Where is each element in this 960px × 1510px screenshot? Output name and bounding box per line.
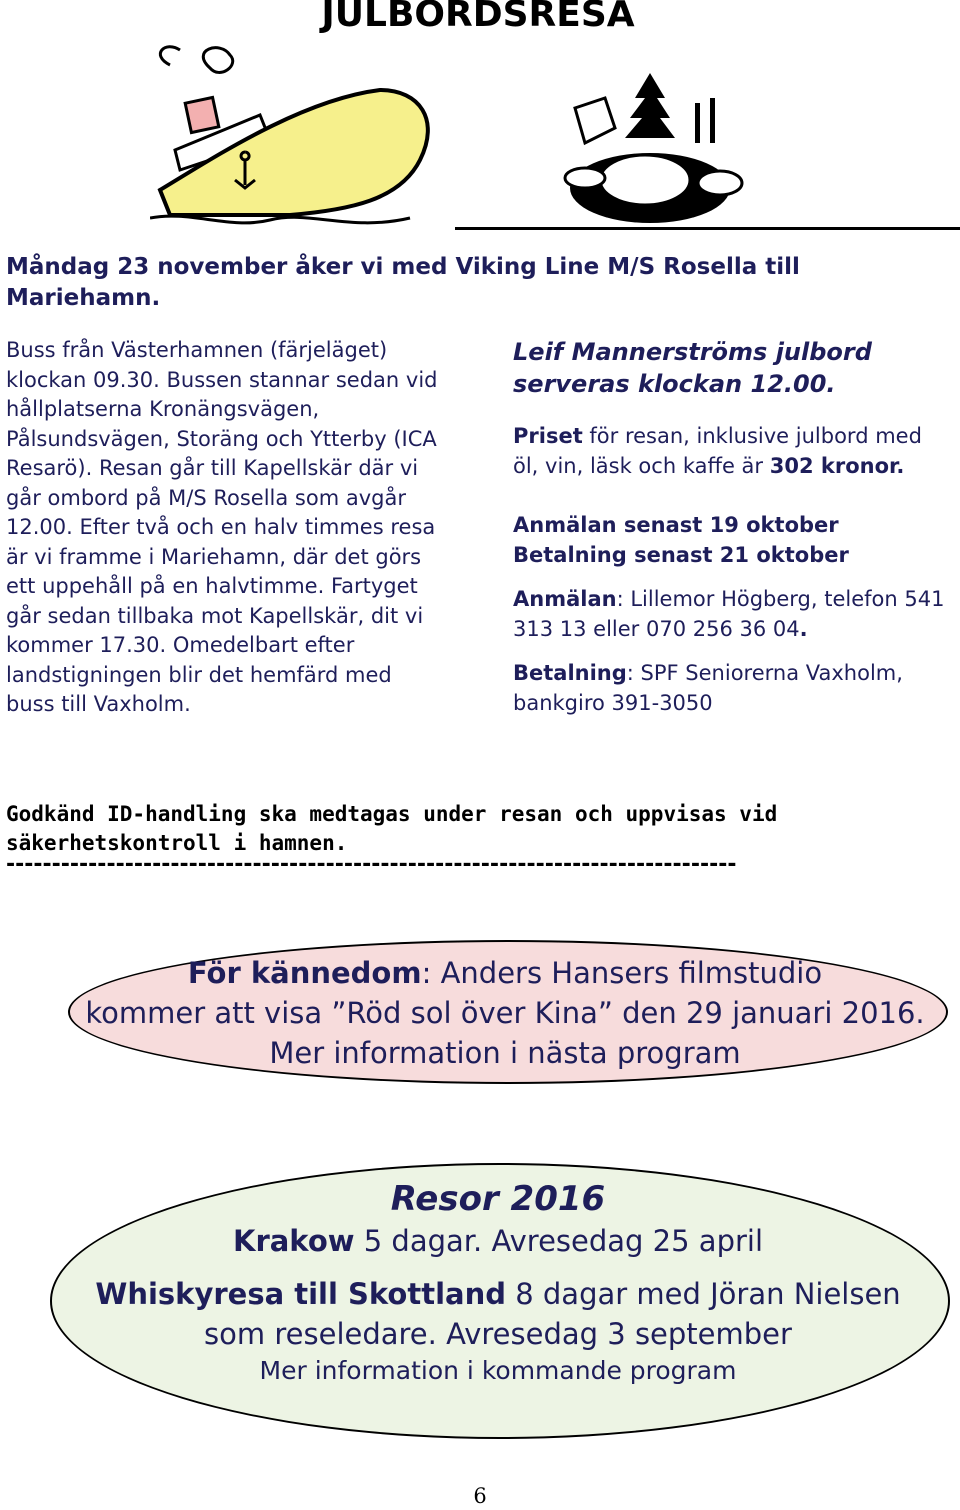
dashed-separator: -------------------------------------------------------------------------------- <box>6 852 737 877</box>
trip-description: Buss från Västerhamnen (färjeläget) klockan 09.30. Bussen stannar sedan vid hållplatserna Kronängsvägen, Pålsundsvägen, Storäng och Ytterby (ICA Resarö). Resan går till Kapellskär där vi går ombord på M/S Rosella som avgår 12.00. Efter två och en halv timmes resa är vi framme i Mariehamn, där det görs ett uppehåll på en halvtimme. Fartyget går sedan tillbaka mot Kapellskär, dit vi kommer 17.30. Omedelbart efter landstigningen blir det hemfärd med buss till Vaxholm. <box>6 338 438 716</box>
registration-info: Anmälan: Lillemor Högberg, telefon 541 313 13 eller 070 256 36 04. <box>513 587 945 641</box>
page-title: JULBORDSRESA <box>321 0 635 35</box>
intro-heading: Måndag 23 november åker vi med Viking Line M/S Rosella till Mariehamn. <box>6 254 800 311</box>
deadline-anmalan: Anmälan senast 19 oktober <box>513 513 839 537</box>
julbord-info: Leif Mannerströms julbord serveras klockan 12.00. <box>513 338 872 398</box>
trip-details <box>513 336 953 718</box>
trips-title: Resor 2016 <box>390 1179 606 1219</box>
id-notice: Godkänd ID-handling ska medtagas under resan och uppvisas vid säkerhetskontroll i hamnen. <box>6 802 778 855</box>
trips-more-info: Mer information i kommande program <box>259 1356 737 1385</box>
price-info: Priset för resan, inklusive julbord med öl, vin, läsk och kaffe är 302 kronor. <box>513 424 922 478</box>
trip-whisky: Whiskyresa till Skottland 8 dagar med Jöran Nielsen som reseledare. Avresedag 3 september <box>95 1277 901 1351</box>
deadline-betalning: Betalning senast 21 oktober <box>513 542 849 567</box>
page-number: 6 <box>473 1484 487 1508</box>
ship-illustration <box>150 40 440 235</box>
trip-krakow: Krakow 5 dagar. Avresedag 25 april <box>232 1224 764 1258</box>
payment-info: Betalning: SPF Seniorerna Vaxholm, bankgiro 391-3050 <box>513 661 903 715</box>
trips-2016 <box>50 1177 946 1388</box>
film-notice: För kännedom: Anders Hansers filmstudio kommer att visa ”Röd sol över Kina” den 29 januari 2016. Mer information i nästa program <box>85 956 925 1070</box>
divider-line <box>455 227 960 230</box>
christmas-food-illustration <box>560 68 745 233</box>
